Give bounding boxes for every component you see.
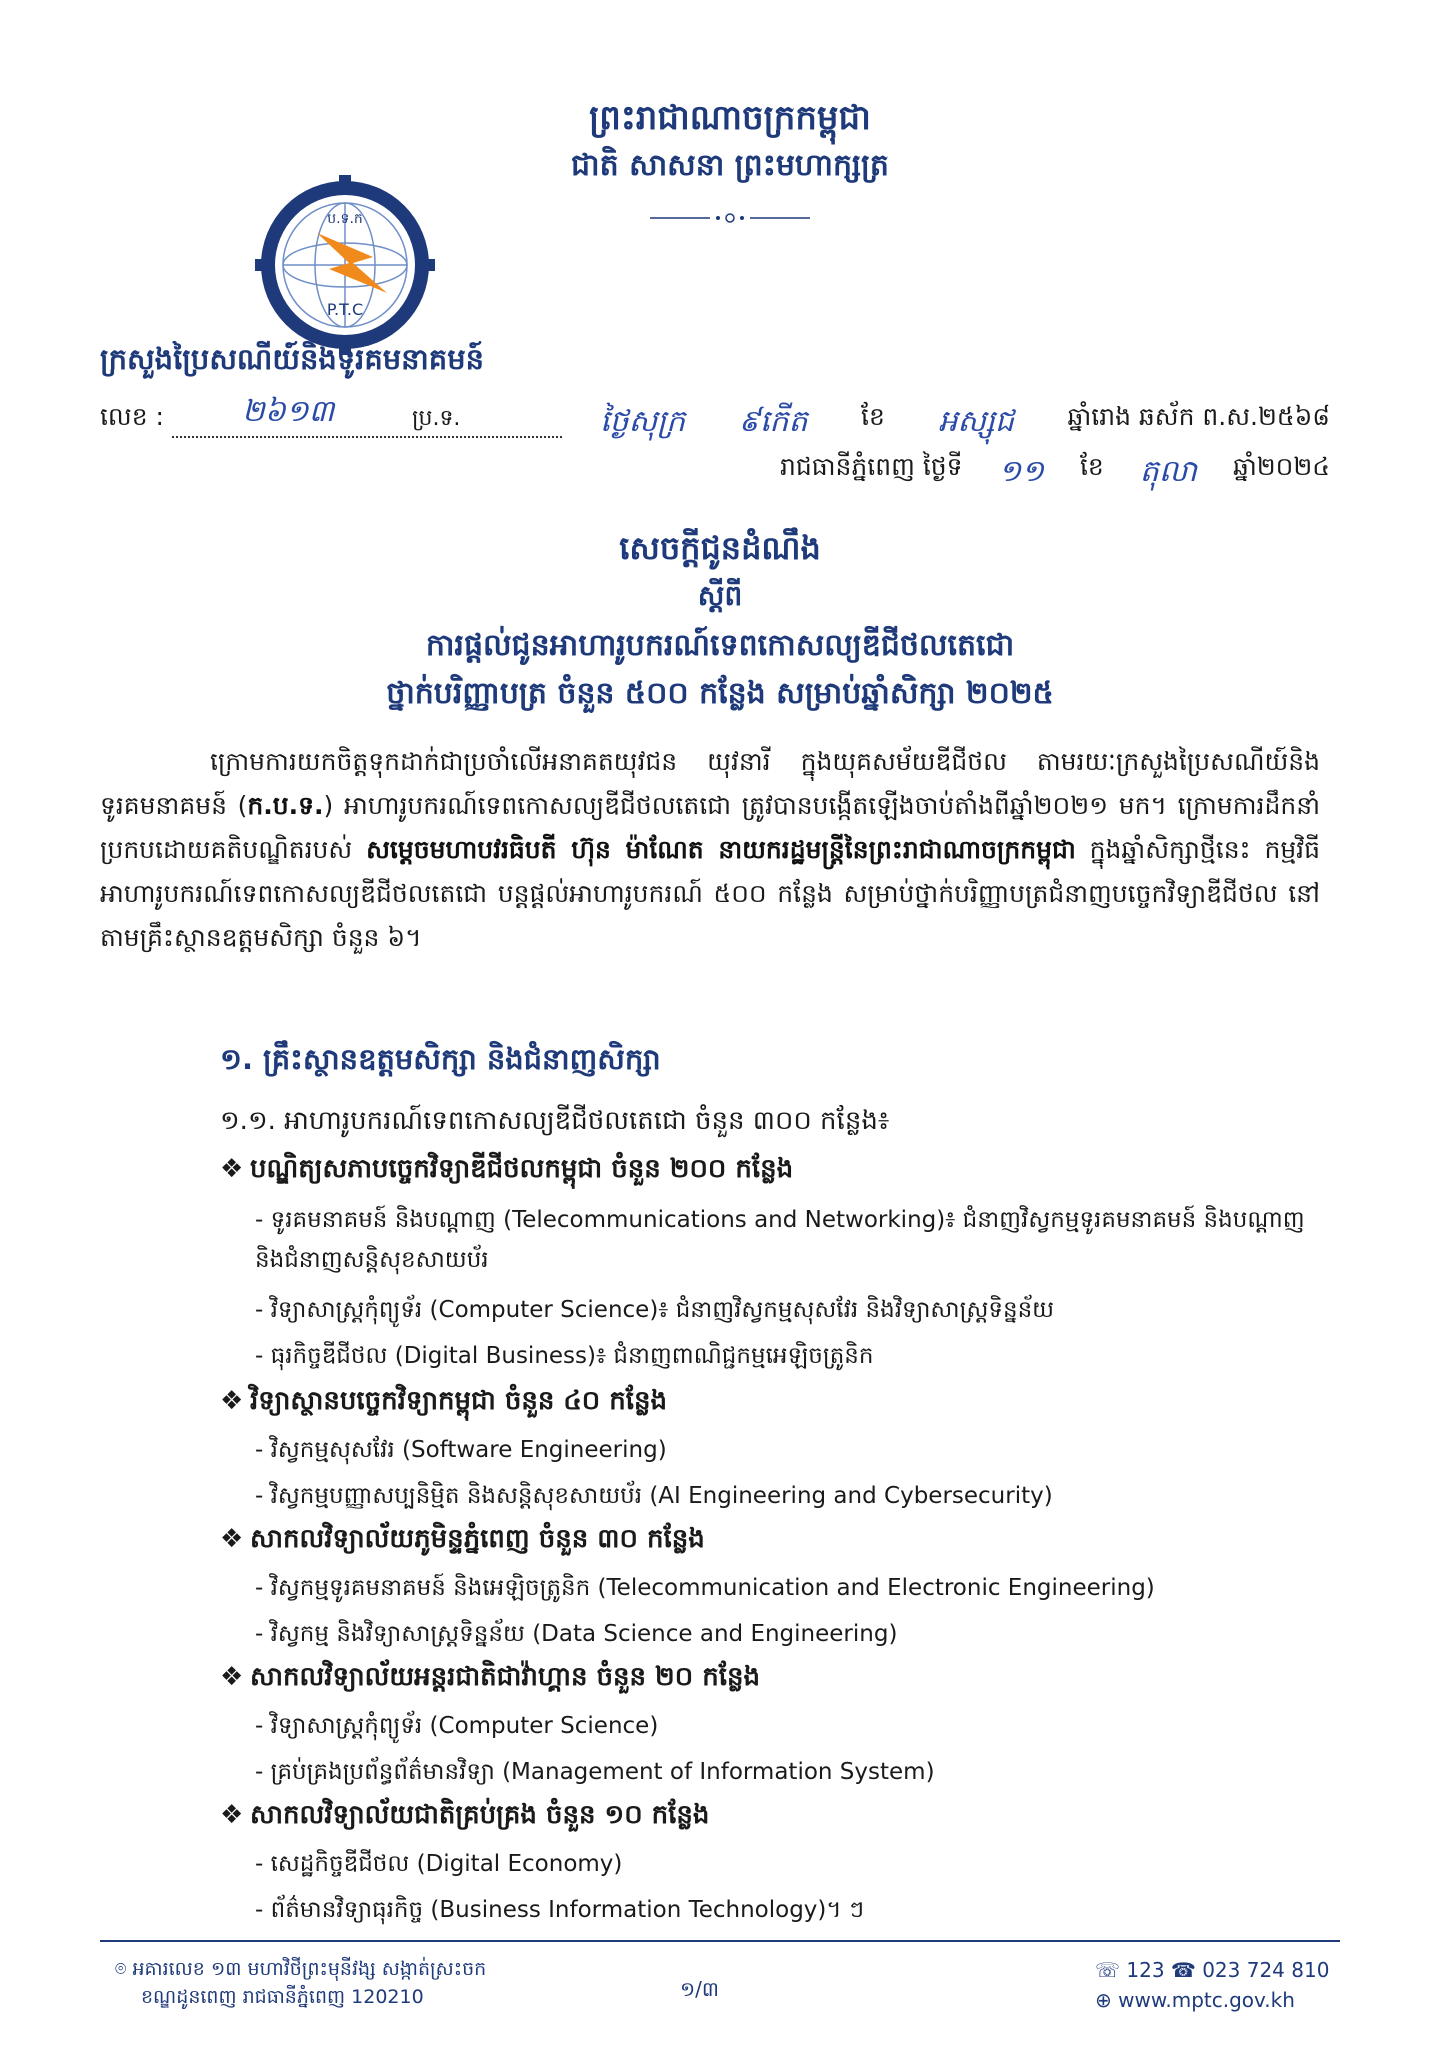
list-item: - ទូរគមនាគមន៍ និងបណ្តាញ (Telecommunications and Networking)៖ ជំនាញវិស្វកម្មទូរគមនាគមន៍ និងបណ្តាញ និងជំនាញសន្តិសុខសាយប័រ [255, 1207, 1305, 1273]
lunar-waxing: ៩កើត [738, 404, 808, 439]
notice-subject-line1: ការផ្តល់ជូនអាហារូបករណ៍ទេពកោសល្យឌីជីថលតេជោ [425, 628, 1015, 663]
logo-top-text: ប.ទ.ក [327, 211, 363, 227]
institution-name: សាកលវិទ្យាល័យភូមិន្ទភ្នំពេញ ចំនួន ៣០ កន្លែង [250, 1524, 705, 1554]
prime-minister-name: សម្តេចមហាបវរធិបតី ហ៊ុន ម៉ាណែត នាយករដ្ឋមន្ត្រីនៃព្រះរាជាណាចក្រកម្ពុជា [366, 835, 1076, 864]
reference-label: លេខ : [100, 402, 164, 431]
intro-paragraph [100, 740, 1320, 960]
footer-divider [100, 1940, 1340, 1942]
institution-name: វិទ្យាស្ថានបច្ចេកវិទ្យាកម្ពុជា ចំនួន ៤០ កន្លែង [250, 1386, 668, 1416]
institution-name: សាកលវិទ្យាល័យអន្តរជាតិជាវ៉ាហ្គាន ចំនួន ២០ កន្លែង [250, 1662, 760, 1692]
ornament-divider [650, 212, 810, 224]
date-month: តុលា [1139, 454, 1197, 489]
website-link[interactable]: www.mptc.gov.kh [1118, 1988, 1295, 2012]
section-heading: ១. គ្រឹះស្ថានឧត្តមសិក្សា និងជំនាញសិក្សា [220, 1042, 661, 1076]
lunar-day: ថ្ងៃសុក្រ [600, 404, 686, 439]
logo-bottom-text: P.T.C [326, 300, 364, 319]
institution-4 [220, 1660, 760, 1698]
diamond-bullet-icon: ❖ [220, 1800, 244, 1830]
ministry-name: ក្រសួងប្រៃសណីយ៍និងទូរគមនាគមន៍ [100, 342, 485, 376]
institution-3 [220, 1522, 705, 1560]
page-number: ១/៣ [680, 1977, 719, 2001]
kingdom-heading: ព្រះរាជាណាចក្រកម្ពុជា [589, 98, 871, 138]
institution-5 [220, 1798, 709, 1836]
reference-dotline [172, 394, 562, 438]
solar-date [780, 452, 1330, 496]
globe-icon: ⊕ [1095, 1988, 1112, 2012]
lunar-month-label: ខែ [861, 402, 885, 431]
reference-suffix: ប្រ.ទ. [411, 406, 461, 431]
phone-number: 023 724 810 [1202, 1958, 1330, 1982]
notice-subject-line2: ថ្នាក់បរិញ្ញាបត្រ ចំនួន ៥០០ កន្លែង សម្រាប់ឆ្នាំសិក្សា ២០២៥ [386, 676, 1054, 711]
lunar-year: ឆ្នាំរោង ឆស័ក ព.ស.២៥៦៨ [1067, 402, 1330, 431]
list-item: - វិស្វកម្មទូរគមនាគមន៍ និងអេឡិចត្រូនិក (Telecommunication and Electronic Engineering) [255, 1575, 1155, 1601]
hotline-number: 123 [1126, 1958, 1165, 1982]
diamond-bullet-icon: ❖ [220, 1524, 244, 1554]
lunar-date [600, 402, 1330, 446]
address-line-1: អគារលេខ ១៣ មហាវិថីព្រះមុនីវង្ស សង្កាត់ស្រះចក [132, 1958, 487, 1980]
address-line-2: ខណ្ឌដូនពេញ រាជធានីភ្នំពេញ 120210 [141, 1986, 424, 2008]
diamond-bullet-icon: ❖ [220, 1386, 244, 1416]
subsection-heading: ១.១. អាហារូបករណ៍ទេពកោសល្យឌីជីថលតេជោ ចំនួន ៣០០ កន្លែង៖ [220, 1106, 890, 1136]
list-item: - វិទ្យាសាស្ត្រកុំព្យូទ័រ (Computer Science) [255, 1713, 659, 1739]
diamond-bullet-icon: ❖ [220, 1154, 244, 1184]
phone-icon: ☎ [1170, 1958, 1196, 1982]
notice-regarding: ស្តីពី [697, 579, 743, 612]
footer-contact [1095, 1955, 1329, 2015]
ministry-abbr: ក.ប.ទ. [247, 791, 324, 820]
institution-1 [220, 1152, 793, 1190]
date-day: ១១ [998, 454, 1044, 489]
diamond-bullet-icon: ❖ [220, 1662, 244, 1692]
intro-text-b: ) អាហារូបករណ៍ទេពកោសល្យឌីជីថលតេជោ ត្រូវបានបង្កើតឡើងចាប់តាំងពីឆ្នាំ២០២១ មក។ ក្រោមការដឹកនាំប្រកបដោយគតិបណ្ឌិតរបស់ [100, 791, 1321, 864]
institution-name: បណ្ឌិត្យសភាបច្ចេកវិទ្យាឌីជីថលកម្ពុជា ចំនួន ២០០ កន្លែង [250, 1154, 794, 1184]
place-day: រាជធានីភ្នំពេញ ថ្ងៃទី [780, 452, 963, 481]
location-pin-icon: ⌾ [115, 1958, 133, 1980]
list-item: - គ្រប់គ្រងប្រព័ន្ធព័ត៌មានវិទ្យា (Management of Information System) [255, 1759, 935, 1785]
institution-2 [220, 1384, 667, 1422]
list-item: - វិទ្យាសាស្ត្រកុំព្យូទ័រ (Computer Science)៖ ជំនាញវិស្វកម្មសុសវែរ និងវិទ្យាសាស្ត្រទិន្នន័យ [255, 1297, 1055, 1323]
lunar-month: អស្សុជ [938, 404, 1014, 439]
reference-number [100, 394, 562, 438]
list-item: - សេដ្ឋកិច្ចឌីជីថល (Digital Economy) [255, 1851, 623, 1877]
reference-number-value: ២៦១៣ [241, 394, 335, 429]
list-item: - ព័ត៌មានវិទ្យាធុរកិច្ច (Business Information Technology)។ ៗ [255, 1897, 865, 1923]
list-item: - វិស្វកម្មបញ្ញាសប្បនិម្មិត និងសន្តិសុខសាយប័រ (AI Engineering and Cybersecurity) [255, 1483, 1053, 1509]
notice-title: សេចក្តីជូនដំណឹង [619, 529, 821, 567]
intro-text-c: ក្នុងឆ្នាំសិក្សាថ្មីនេះ កម្មវិធីអាហារូបករណ៍ទេពកោសល្យឌីជីថលតេជោ បន្តផ្តល់អាហារូបករណ៍ ៥០០ កន្លែង សម្រាប់ថ្នាក់បរិញ្ញាបត្រជំនាញបច្ចេកវិទ្យាឌីជីថល នៅតាមគ្រឹះស្ថានឧត្តមសិក្សា ចំនួន ៦។ [100, 835, 1320, 952]
footer-address [115, 1955, 486, 2011]
list-item: - វិស្វកម្មសុសវែរ (Software Engineering) [255, 1437, 667, 1463]
ministry-logo [255, 175, 435, 355]
national-motto: ជាតិ សាសនា ព្រះមហាក្សត្រ [571, 148, 889, 183]
list-item: - ធុរកិច្ចឌីជីថល (Digital Business)៖ ជំនាញពាណិជ្ជកម្មអេឡិចត្រូនិក [255, 1343, 874, 1369]
hotline-icon: ☏ [1095, 1958, 1121, 1982]
date-year: ឆ្នាំ២០២៤ [1232, 452, 1330, 481]
intro-text-a: ក្រោមការយកចិត្តទុកដាក់ជាប្រចាំលើអនាគតយុវជន យុវនារី ក្នុងយុគសម័យឌីជីថល តាមរយៈក្រសួងប្រៃសណីយ៍និងទូរគមនាគមន៍ ( [100, 747, 1320, 820]
month-label: ខែ [1079, 452, 1104, 481]
list-item: - វិស្វកម្ម និងវិទ្យាសាស្ត្រទិន្នន័យ (Data Science and Engineering) [255, 1621, 898, 1647]
institution-name: សាកលវិទ្យាល័យជាតិគ្រប់គ្រង ចំនួន ១០ កន្លែង [250, 1800, 710, 1830]
